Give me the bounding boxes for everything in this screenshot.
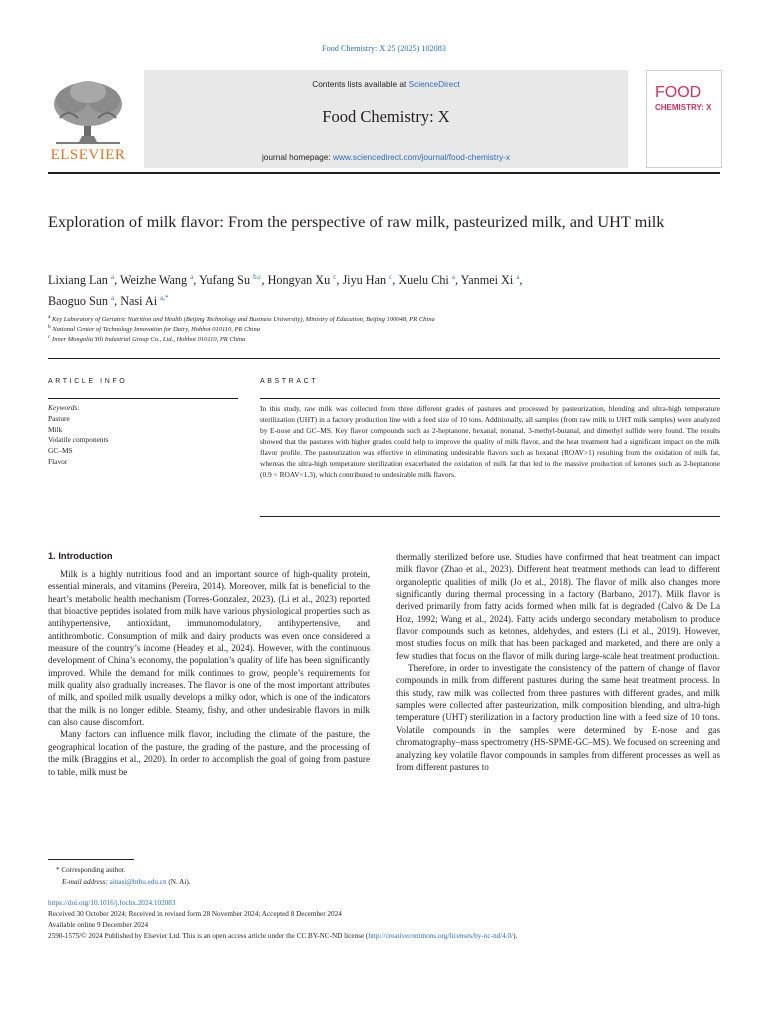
affiliation-b — [48, 324, 260, 333]
corresponding-author-note: * Corresponding author. — [56, 866, 126, 874]
elsevier-tree-logo — [48, 78, 128, 166]
author-affiliation-sup[interactable]: a — [516, 273, 520, 281]
doi-link[interactable]: https://doi.org/10.1016/j.fochx.2024.102083 — [48, 899, 176, 907]
email-suffix: (N. Ai). — [168, 878, 191, 886]
author-line-1: Lixiang Lan $^a$, Weizhe Wang $^a$, Yufang Su $^{b,c}$, Hongyan Xu $^c$, Jiyu Han $^c$, Xuelu Chi $^a$, Yanmei Xi $^a$, — [48, 273, 523, 288]
keywords-box — [48, 398, 238, 468]
cover-title-food: FOOD — [655, 84, 702, 101]
author-affiliation-sup[interactable]: a — [110, 273, 115, 281]
author-affiliation-sup[interactable]: c — [333, 273, 337, 281]
affiliation-text: Key Laboratory of Geriatric Nutrition and Health (Beijing Technology and Business University), Ministry of Education, Beijing 100048, PR China — [52, 316, 435, 324]
contents-prefix: Contents lists available at — [312, 79, 409, 89]
license-text: 2590-1575/© 2024 Published by Elsevier Ltd. This is an open access article under the CC BY-NC-ND license ( — [48, 932, 369, 940]
keyword-item: Milk — [48, 424, 63, 434]
body-column-right — [396, 551, 720, 773]
author-name[interactable]: Xuelu Chi $^a$ — [398, 273, 455, 288]
introduction-heading: 1. Introduction — [48, 551, 113, 561]
author-list — [48, 268, 688, 310]
author-affiliation-sup[interactable]: a — [451, 273, 455, 281]
sciencedirect-link[interactable]: ScienceDirect — [408, 79, 460, 89]
affiliation-a — [48, 314, 435, 323]
keywords-label: Keywords: — [48, 403, 80, 412]
email-link[interactable]: ainasi@btbu.edu.cn — [109, 878, 167, 886]
affiliation-sup: b — [48, 324, 51, 330]
author-affiliation-sup[interactable]: b,c — [253, 273, 262, 281]
affiliation-c — [48, 334, 245, 343]
article-title: Exploration of milk flavor: From the perspective of raw milk, pasteurized milk, and UHT milk — [48, 212, 665, 231]
received-dates: Received 30 October 2024; Received in revised form 28 November 2024; Accepted 8 December 2024 — [48, 910, 342, 918]
homepage-link[interactable]: www.sciencedirect.com/journal/food-chemistry-x — [332, 152, 511, 162]
front-matter-rule — [48, 358, 720, 359]
elsevier-wordmark: ELSEVIER — [50, 147, 126, 163]
author-affiliation-sup[interactable]: a — [190, 273, 194, 281]
affiliation-text: National Center of Technology Innovation for Dairy, Hohhot 010110, PR China — [52, 326, 260, 334]
affiliation-text: Inner Mongolia Yili Industrial Group Co., Ltd., Hohhot 010110, PR China — [52, 336, 246, 344]
abstract-heading: ABSTRACT — [260, 378, 319, 385]
body-paragraph: Therefore, in order to investigate the consistency of the pattern of change of flavor compounds in milk from different pastures during the same heat treatment process. In this study, raw milk was collected from three pastures with different grades, and milk samples were collected after pasteurization, milk composition blending, and ultra-high temperature (UHT) sterilization in a factory production line with a feed size of 10 tons. Volatile compounds in the samples were determined by E-nose and gas chromatography–mass spectrometry (HS-SPME-GC–MS). We focused on screening and analyzing key volatile flavor compounds in samples from different processes as well as from different pastures to — [396, 663, 720, 772]
abstract-end-rule — [260, 516, 720, 517]
license-line — [48, 931, 728, 941]
contents-line — [144, 79, 628, 89]
license-suffix: ). — [513, 932, 518, 940]
author-affiliation-sup[interactable]: a,* — [160, 294, 169, 303]
license-link[interactable]: http://creativecommons.org/licenses/by-nc-nd/4.0/ — [368, 932, 514, 940]
author-name[interactable]: Nasi Ai $^{a,*}$ — [120, 294, 169, 309]
author-name[interactable]: Weizhe Wang $^a$ — [119, 273, 194, 288]
keyword-item: Flavor — [48, 456, 68, 466]
keyword-item: GC–MS — [48, 446, 73, 456]
journal-banner — [144, 70, 628, 168]
author-name[interactable]: Yufang Su $^{b,c}$ — [198, 273, 262, 288]
author-name[interactable]: Lixiang Lan $^a$ — [48, 273, 115, 288]
email-label: E-mail address: — [62, 878, 108, 886]
email-note — [62, 877, 191, 887]
author-line-2: Baoguo Sun $^a$, Nasi Ai $^{a,*}$ — [48, 294, 169, 309]
body-column-left — [48, 568, 370, 778]
article-info-heading: ARTICLE INFO — [48, 378, 128, 385]
journal-citation[interactable]: Food Chemistry: X 25 (2025) 102083 — [322, 44, 446, 53]
keyword-item: Volatile components — [48, 435, 109, 445]
author-affiliation-sup[interactable]: a — [110, 294, 115, 303]
homepage-prefix: journal homepage: — [261, 152, 333, 162]
abstract-text: In this study, raw milk was collected from three different grades of pastures and processed by pasteurization, blending and ultra-high temperature sterilization (UHT) in a factory production line with a feed size of 10 tons. Additionally, all samples (from raw milk to UHT milk samples) were analyzed by E-nose and GC–MS. Key flavor compounds such as 2-heptanone, hexanal, nonanal, 3-methyl-butanal, and dimethyl sulfide were found. The results showed that the pastures with higher grades could help to improve the quality of milk flavor, and the heat treatment had a significant impact on the milk flavor profile. The pasteurization was effective in eliminating undesirable flavors such as hexanal (ROAV>1) resulting from the oxidation of milk fat, whereas the ultra-high temperature sterilization exacerbated the oxidation of milk fat that led to the massive production of ketones such as 2-heptanone (0.9 < ROAV<1.3), which contributed to undesirable milk flavors. — [260, 398, 720, 480]
author-name[interactable]: Jiyu Han $^c$ — [342, 273, 393, 288]
available-online: Available online 9 December 2024 — [48, 921, 149, 929]
affiliation-sup: a — [48, 314, 51, 320]
body-paragraph: Many factors can influence milk flavor, including the climate of the pasture, the geographical location of the pasture, the grading of the pasture, and the processing of the milk (Braggins et al., 2020). In order to accomplish the goal of going from pasture to table, milk must be — [48, 729, 370, 777]
journal-name: Food Chemistry: X — [322, 107, 450, 126]
cover-title-chemistry: CHEMISTRY: X — [655, 103, 712, 112]
author-name[interactable]: Hongyan Xu $^c$ — [267, 273, 337, 288]
author-name[interactable]: Baoguo Sun $^a$ — [48, 294, 115, 309]
author-name[interactable]: Yanmei Xi $^a$ — [460, 273, 520, 288]
affiliation-sup: c — [48, 334, 51, 340]
keyword-item: Pasture — [48, 413, 70, 423]
footnote-rule — [48, 859, 134, 860]
body-paragraph: thermally sterilized before use. Studies have confirmed that heat treatment can impact milk flavor (Zhao et al., 2023). Different heat treatment methods can lead to different organoleptic qualities of milk (Jo et al., 2018). The flavor of milk also changes more significantly during thermal processing in a factory (Barbano, 2017). Milk flavor is derived primarily from fatty acids formed when milk fat is degraded (Calvo & De La Hoz, 1992; Wang et al., 2024). Fatty acids undergo secondary metabolism to produce flavor compounds such as ketones, aldehydes, and esters (Li et al., 2019). However, most studies focus on milk that has been packaged and marketed, and there are only a few studies that focus on the flavor of milk during large-scale heat treatment production. — [396, 552, 720, 661]
corresponding-text: Corresponding author. — [61, 866, 126, 874]
body-paragraph: Milk is a highly nutritious food and an important source of high-quality protein, essential minerals, and vitamins (Pereira, 2014). Moreover, milk fat is beneficial to the heart’s metabolic health mechanism (Torres-Gonzalez, 2023). (Li et al., 2023) reported that bioactive peptides isolated from milk have various physiological properties such as antihypertensive, antioxidant, immunomodulatory, antihypertensive, and antithrombotic. Consumption of milk and dairy products was even once considered a measure of the country’s income (Headey et al., 2024). However, with the continuous development of China’s economy, the population’s quality of life has been significantly improved. While the demand for milk continues to grow, people’s requirements for milk quality also gradually increases. The flavor is one of the most important attributes of milk, and spoiled milk usually develops a milky odor, which is one of the indicators that the milk is no longer edible. Steamy, fishy, and other undesirable flavors in milk can also cause discomfort. — [48, 569, 370, 728]
journal-cover-thumbnail[interactable] — [646, 70, 722, 168]
journal-header — [48, 70, 720, 170]
homepage-line — [144, 152, 628, 162]
header-rule — [48, 172, 720, 174]
author-affiliation-sup[interactable]: c — [389, 273, 393, 281]
